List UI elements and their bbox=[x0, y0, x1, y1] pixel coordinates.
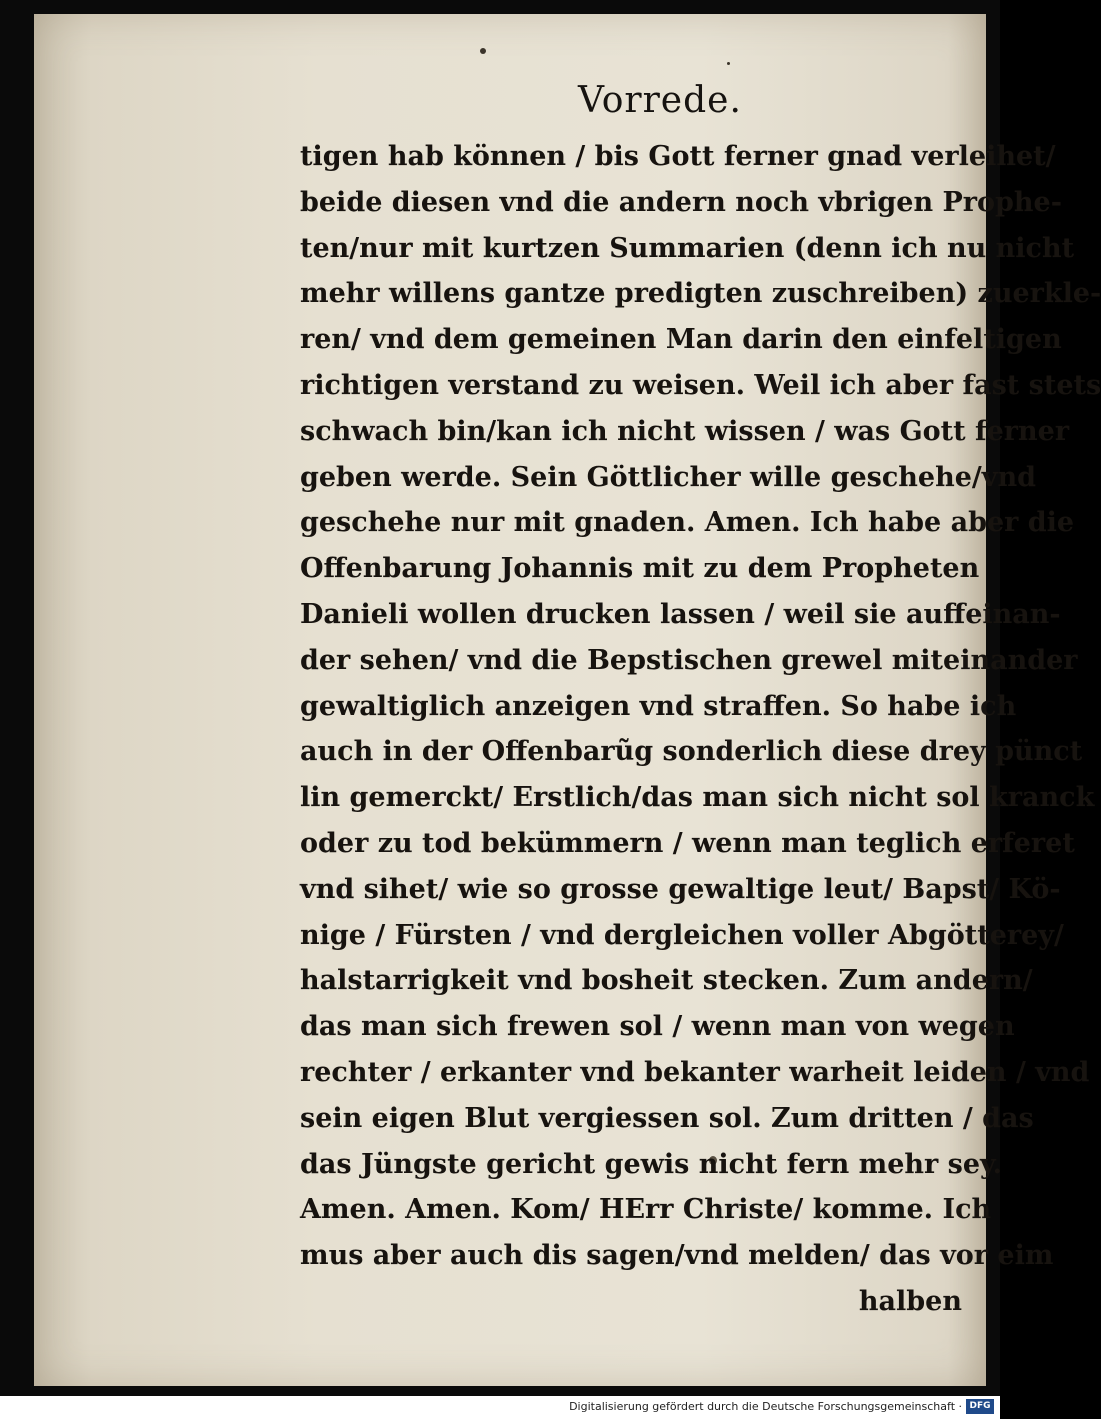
text-line: beide diesen vnd die andern noch vbrigen Prophe- bbox=[300, 186, 1062, 218]
text-line: mus aber auch dis sagen/vnd melden/ das vor eim bbox=[300, 1240, 1054, 1272]
text-line: nige / Fürsten / vnd dergleichen voller Abgötterey/ bbox=[300, 919, 1064, 951]
text-line: das Jüngste gericht gewis nicht fern mehr sey. bbox=[300, 1148, 1003, 1180]
text-line: halstarrigkeit vnd bosheit stecken. Zum andern/ bbox=[300, 965, 1033, 997]
text-line: rechter / erkanter vnd bekanter warheit leiden / vnd bbox=[300, 1056, 1090, 1088]
text-line: das man sich frewen sol / wenn man von wegen bbox=[300, 1011, 1015, 1043]
text-line: der sehen/ vnd die Bepstischen grewel miteinander bbox=[300, 644, 1078, 676]
catchword: halben bbox=[858, 1285, 962, 1317]
text-line: ren/ vnd dem gemeinen Man darin den einfeltigen bbox=[300, 324, 1062, 356]
text-line: schwach bin/kan ich nicht wissen / was Gott ferner bbox=[300, 415, 1070, 447]
ink-speck bbox=[727, 62, 730, 65]
text-line: vnd sihet/ wie so grosse gewaltige leut/ Bapst/ Kö- bbox=[300, 873, 1061, 905]
text-line: geben werde. Sein Göttlicher wille geschehe/vnd bbox=[300, 461, 1036, 493]
text-line: oder zu tod bekümmern / wenn man teglich erferet bbox=[300, 827, 1075, 859]
text-line: geschehe nur mit gnaden. Amen. Ich habe aber die bbox=[300, 507, 1075, 539]
text-line: ten/nur mit kurtzen Summarien (denn ich nu nicht bbox=[300, 232, 1075, 264]
text-line: lin gemerckt/ Erstlich/das man sich nicht sol kranck bbox=[300, 782, 1095, 814]
ink-speck bbox=[480, 48, 486, 54]
text-line: Amen. Amen. Kom/ HErr Christe/ komme. Ich bbox=[300, 1194, 992, 1226]
text-line: richtigen verstand zu weisen. Weil ich aber fast stets bbox=[300, 369, 1101, 401]
text-line: mehr willens gantze predigten zuschreiben) zuerkle- bbox=[300, 278, 1101, 310]
running-head: Vorrede. bbox=[578, 80, 742, 121]
text-line: tigen hab können / bis Gott ferner gnad verleihet/ bbox=[300, 141, 1056, 172]
text-line: Offenbarung Johannis mit zu dem Propheten bbox=[300, 553, 980, 585]
footer-bar bbox=[0, 1396, 1000, 1419]
dfg-credit: Digitalisierung gefördert durch die Deutsche Forschungsgemeinschaft · bbox=[569, 1400, 962, 1413]
text-line: sein eigen Blut vergiessen sol. Zum dritten / das bbox=[300, 1102, 1034, 1134]
body-text bbox=[300, 134, 1101, 1325]
text-line: auch in der Offenbarũg sonderlich diese drey pünct bbox=[300, 736, 1083, 768]
text-line: gewaltiglich anzeigen vnd straffen. So habe ich bbox=[300, 690, 1017, 722]
dfg-logo: DFG bbox=[966, 1399, 994, 1414]
text-line: Danieli wollen drucken lassen / weil sie auffeinan- bbox=[300, 598, 1061, 630]
